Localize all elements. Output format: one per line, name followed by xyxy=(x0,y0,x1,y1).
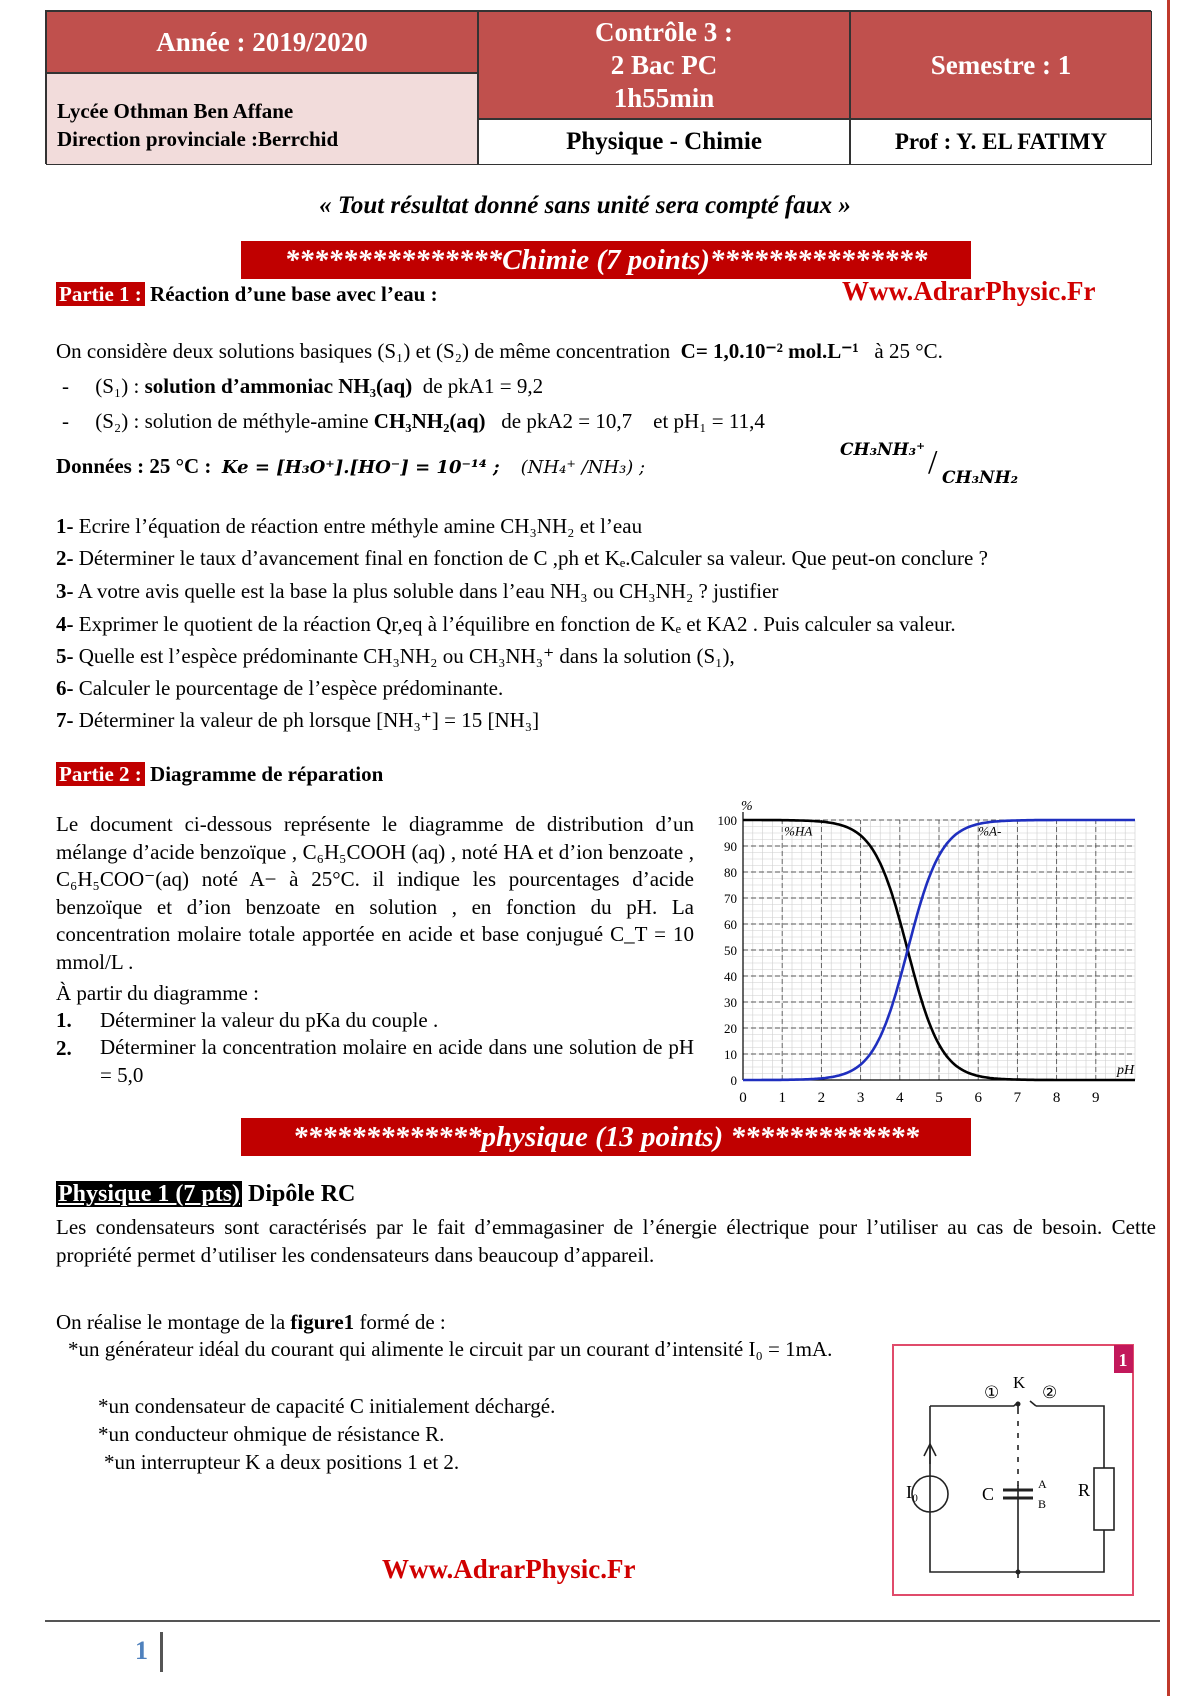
switch-pos2: ② xyxy=(1042,1383,1058,1402)
partie2-title: Diagramme de réparation xyxy=(150,762,384,786)
partie2-q2: Déterminer la concentration molaire en acide dans une solution de pH = 5,0 xyxy=(100,1035,694,1087)
montage-line xyxy=(56,1308,446,1336)
x-tick-label: 8 xyxy=(1052,1090,1061,1106)
montage-fig: figure1 xyxy=(290,1310,355,1334)
chimie-banner: ***************Chimie (7 points)*************** xyxy=(241,241,971,279)
y-tick-label: 10 xyxy=(724,1047,737,1062)
couple2-numerator: CH₃NH₃⁺ xyxy=(840,440,926,460)
question-text: Déterminer la valeur de ph lorsque [NH₃⁺] = 15 [NH₃] xyxy=(78,708,540,732)
partie1-tag: Partie 1 : xyxy=(56,282,145,306)
physique1-title: Dipôle RC xyxy=(248,1181,356,1207)
page-number: 1 xyxy=(135,1636,148,1665)
series-ha-label: %HA xyxy=(784,823,813,839)
temperature: à 25 °C. xyxy=(874,339,943,363)
s2-line: - (S₂) : solution de méthyle-amine CH₃NH₂(aq) de pkA2 = 10,7 et pH₁ = 11,4 xyxy=(62,409,765,433)
y-tick-label: 100 xyxy=(717,813,737,828)
intro-text: On considère deux solutions basiques (S₁) et (S₂) de même concentration xyxy=(56,339,671,363)
physique1-tag: Physique 1 (7 pts) xyxy=(58,1181,241,1207)
footer-line xyxy=(45,1620,1160,1622)
control-info xyxy=(478,11,850,119)
s2-label: (S₂) : xyxy=(95,409,140,433)
y-tick-label: 90 xyxy=(724,839,737,854)
header-table xyxy=(45,10,1151,164)
control-duration: 1h55min xyxy=(613,82,715,113)
s2-pk: de pkA2 = 10,7 xyxy=(501,409,633,433)
ke-expression: Ke = [H₃O⁺].[HO⁻] = 10⁻¹⁴ ; xyxy=(221,457,500,478)
s1-name: solution d’ammoniac NH₃(aq) xyxy=(144,374,413,398)
school-info xyxy=(46,73,478,165)
partie1-question xyxy=(56,706,539,734)
donnees-line xyxy=(56,452,645,482)
x-tick-label: 3 xyxy=(856,1090,865,1106)
website-top: Www.AdrarPhysic.Fr xyxy=(842,276,1096,306)
x-tick-label: 4 xyxy=(896,1090,904,1106)
subject: Physique - Chimie xyxy=(478,119,850,165)
s1-label: (S₁) : xyxy=(95,374,140,398)
circuit-figure xyxy=(892,1344,1134,1596)
school-year: Année : 2019/2020 xyxy=(46,11,478,73)
switch-pos1: ① xyxy=(984,1383,1000,1402)
physique1-heading xyxy=(56,1180,355,1208)
partie2-q1: Déterminer la valeur du pKa du couple . xyxy=(100,1008,439,1032)
footer-bar xyxy=(160,1632,163,1672)
x-tick-label: 6 xyxy=(974,1090,982,1106)
x-tick-label: 0 xyxy=(739,1090,747,1106)
montage-item-capacitor: *un condensateur de capacité C initialement déchargé. xyxy=(98,1394,556,1418)
y-tick-label: 80 xyxy=(724,865,737,880)
partie2-paragraph: Le document ci-dessous représente le diagramme de distribution d’un mélange d’acide benzoïque , C₆H₅COOH (aq) , noté HA et d’ion benzoate , C₆H₅COO⁻(aq) noté A− à 25°C. il indique les pourcentages d’acide benzoïque et d’ion benzoate en solution , en fonction du pH. La concentration molaire totale apportée en acide et base conjugué C_T = 10 mmol/L . xyxy=(56,812,694,974)
partie1-question xyxy=(56,544,988,572)
concentration: C= 1,0.10⁻² mol.L⁻¹ xyxy=(680,339,859,363)
semester: Semestre : 1 xyxy=(850,11,1152,119)
couple-nh4: (NH₄⁺ /NH₃) ; xyxy=(520,457,646,478)
question-number: 3- xyxy=(56,579,74,603)
partie1-heading xyxy=(56,280,438,308)
quote: « Tout résultat donné sans unité sera compté faux » xyxy=(319,192,851,219)
partie1-question xyxy=(56,512,642,540)
switch-label: K xyxy=(1013,1373,1026,1392)
montage-item-resistor: *un conducteur ohmique de résistance R. xyxy=(98,1422,445,1446)
question-text: Quelle est l’espèce prédominante CH₃NH₂ ou CH₃NH₃⁺ dans la solution (S₁), xyxy=(78,644,735,668)
question-number: 4- xyxy=(56,612,74,636)
series-a-label: %A- xyxy=(978,823,1002,839)
school-name: Lycée Othman Ben Affane xyxy=(57,99,294,123)
x-tick-label: 7 xyxy=(1013,1090,1022,1106)
donnees-label: Données : 25 °C : xyxy=(56,454,212,478)
question-text: Ecrire l’équation de réaction entre méthyle amine CH₃NH₂ et l’eau xyxy=(78,514,643,538)
partie2-lead: À partir du diagramme : xyxy=(56,981,259,1005)
question-number: 1- xyxy=(56,514,74,538)
partie2-q1-number: 1. xyxy=(56,1008,72,1032)
x-tick-label: 1 xyxy=(778,1090,786,1106)
s2-formula: CH₃NH₂(aq) xyxy=(373,409,486,433)
source-label: I₀ xyxy=(906,1482,919,1502)
question-number: 6- xyxy=(56,676,74,700)
school-direction: Direction provinciale :Berrchid xyxy=(57,127,339,151)
cap-a-label: A xyxy=(1038,1477,1047,1491)
teacher: Prof : Y. EL FATIMY xyxy=(850,119,1152,165)
partie2-heading xyxy=(56,760,383,788)
cap-b-label: B xyxy=(1038,1497,1047,1511)
control-class: 2 Bac PC xyxy=(610,49,718,80)
montage-item-switch: *un interrupteur K a deux positions 1 et 2. xyxy=(104,1450,460,1474)
x-axis-label: pH xyxy=(1117,1063,1135,1078)
montage-pre: On réalise le montage de la xyxy=(56,1310,286,1334)
control-number: Contrôle 3 : xyxy=(595,16,733,47)
figure-number: 1 xyxy=(1118,1350,1128,1370)
couple2-denominator: CH₃NH₂ xyxy=(942,468,1019,488)
y-tick-label: 60 xyxy=(724,917,737,932)
partie1-intro xyxy=(56,337,943,365)
x-tick-label: 9 xyxy=(1092,1090,1100,1106)
y-tick-label: 30 xyxy=(724,995,737,1010)
physique1-intro: Les condensateurs sont caractérisés par le fait d’emmagasiner de l’énergie électrique pour l’utiliser au cas de besoin. Cette propriété permet d’utiliser les condensateurs dans beaucoup d’appareil. xyxy=(56,1215,1156,1267)
question-text: Calculer le pourcentage de l’espèce prédominante. xyxy=(78,676,504,700)
distribution-chart xyxy=(700,790,1150,1110)
y-tick-label: 40 xyxy=(724,969,737,984)
s1-pk: de pkA1 = 9,2 xyxy=(422,374,544,398)
fraction-slash: / xyxy=(928,444,938,481)
s1-line: - (S₁) : solution d’ammoniac NH₃(aq) de pkA1 = 9,2 xyxy=(62,374,544,398)
question-text: Exprimer le quotient de la réaction Qr,eq à l’équilibre en fonction de Kₑ et KA2 . Puis calculer sa valeur. xyxy=(78,612,956,636)
s2-ph: et pH₁ = 11,4 xyxy=(653,409,765,433)
partie2-tag: Partie 2 : xyxy=(56,762,145,786)
x-tick-label: 5 xyxy=(935,1090,943,1106)
partie1-title: Réaction d’une base avec l’eau : xyxy=(150,282,438,306)
question-text: A votre avis quelle est la base la plus soluble dans l’eau NH₃ ou CH₃NH₂ ? justifier xyxy=(77,579,779,603)
y-axis-label: % xyxy=(741,799,753,814)
cap-label: C xyxy=(982,1484,995,1504)
question-number: 2- xyxy=(56,546,74,570)
partie2-q2-number: 2. xyxy=(56,1036,72,1060)
partie1-question xyxy=(56,642,735,670)
res-label: R xyxy=(1078,1480,1091,1500)
y-tick-label: 50 xyxy=(724,943,737,958)
question-number: 7- xyxy=(56,708,74,732)
question-text: Déterminer le taux d’avancement final en fonction de C ,ph et Kₑ.Calculer sa valeur. Que peut-on conclure ? xyxy=(78,546,988,570)
physique-banner: *************physique (13 points) ************* xyxy=(241,1118,971,1156)
montage-post: formé de : xyxy=(359,1310,446,1334)
x-tick-label: 2 xyxy=(817,1090,826,1106)
couple-ch3nh3 xyxy=(840,440,1040,496)
partie1-question xyxy=(56,577,778,605)
y-tick-label: 70 xyxy=(724,891,737,906)
question-number: 5- xyxy=(56,644,74,668)
website-bottom: Www.AdrarPhysic.Fr xyxy=(382,1554,636,1584)
y-tick-label: 20 xyxy=(724,1021,737,1036)
partie1-question xyxy=(56,674,503,702)
s2-name: solution de méthyle-amine xyxy=(144,409,369,433)
partie1-question xyxy=(56,610,956,638)
montage-item-generator: *un générateur idéal du courant qui alimente le circuit par un courant d’intensité I₀ = 1mA. xyxy=(68,1337,833,1361)
y-tick-label: 0 xyxy=(730,1073,737,1088)
